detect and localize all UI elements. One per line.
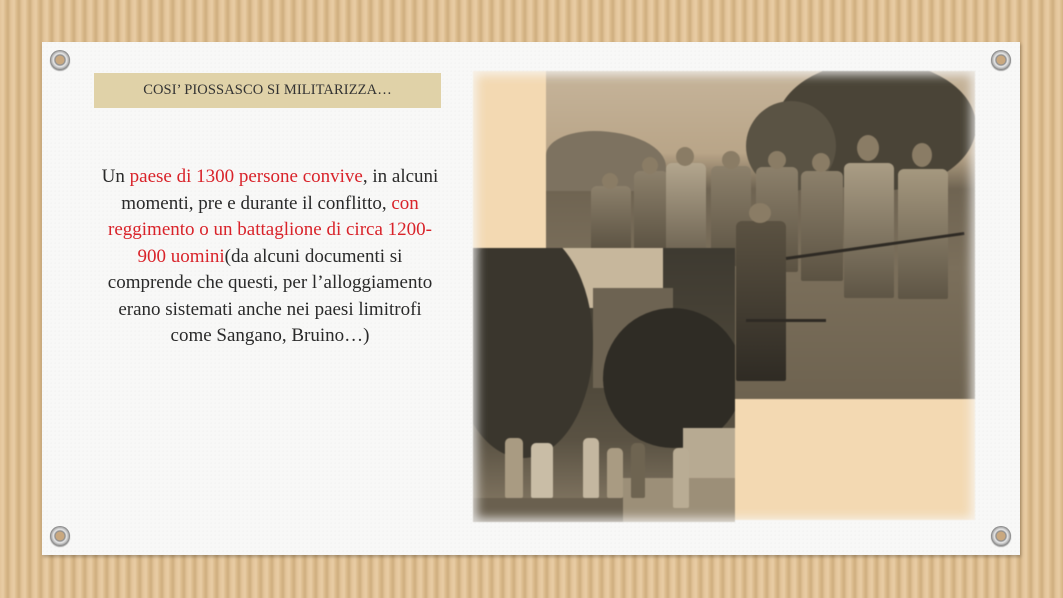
photo-collage: [473, 71, 975, 522]
grommet-icon: [50, 526, 70, 546]
body-segment: , in alcuni momenti, pre e durante il conflitto,: [121, 166, 439, 214]
slide-title: [94, 73, 441, 108]
slide-title-text: COSI’ PIOSSASCO SI MILITARIZZA…: [143, 82, 392, 98]
body-highlight-population: paese di 1300 persone convive: [129, 166, 363, 187]
grommet-icon: [991, 526, 1011, 546]
grommet-icon: [50, 50, 70, 70]
slide-body-text: [100, 164, 440, 350]
body-segment: (da alcuni documenti si comprende che questi, per l’alloggiamento erano sistemati anche nei paesi limitrofi come Sangano, Bruino…): [107, 245, 433, 346]
slide: [42, 42, 1020, 555]
body-highlight-regiment: con reggimento o un battaglione di circa 1200-900 uomini: [108, 192, 432, 267]
body-segment: Un: [101, 166, 130, 187]
beige-block-bottom-right: [735, 399, 975, 520]
villagers-photo: [473, 248, 735, 522]
grommet-icon: [991, 50, 1011, 70]
beige-block-top-left: [473, 71, 546, 248]
